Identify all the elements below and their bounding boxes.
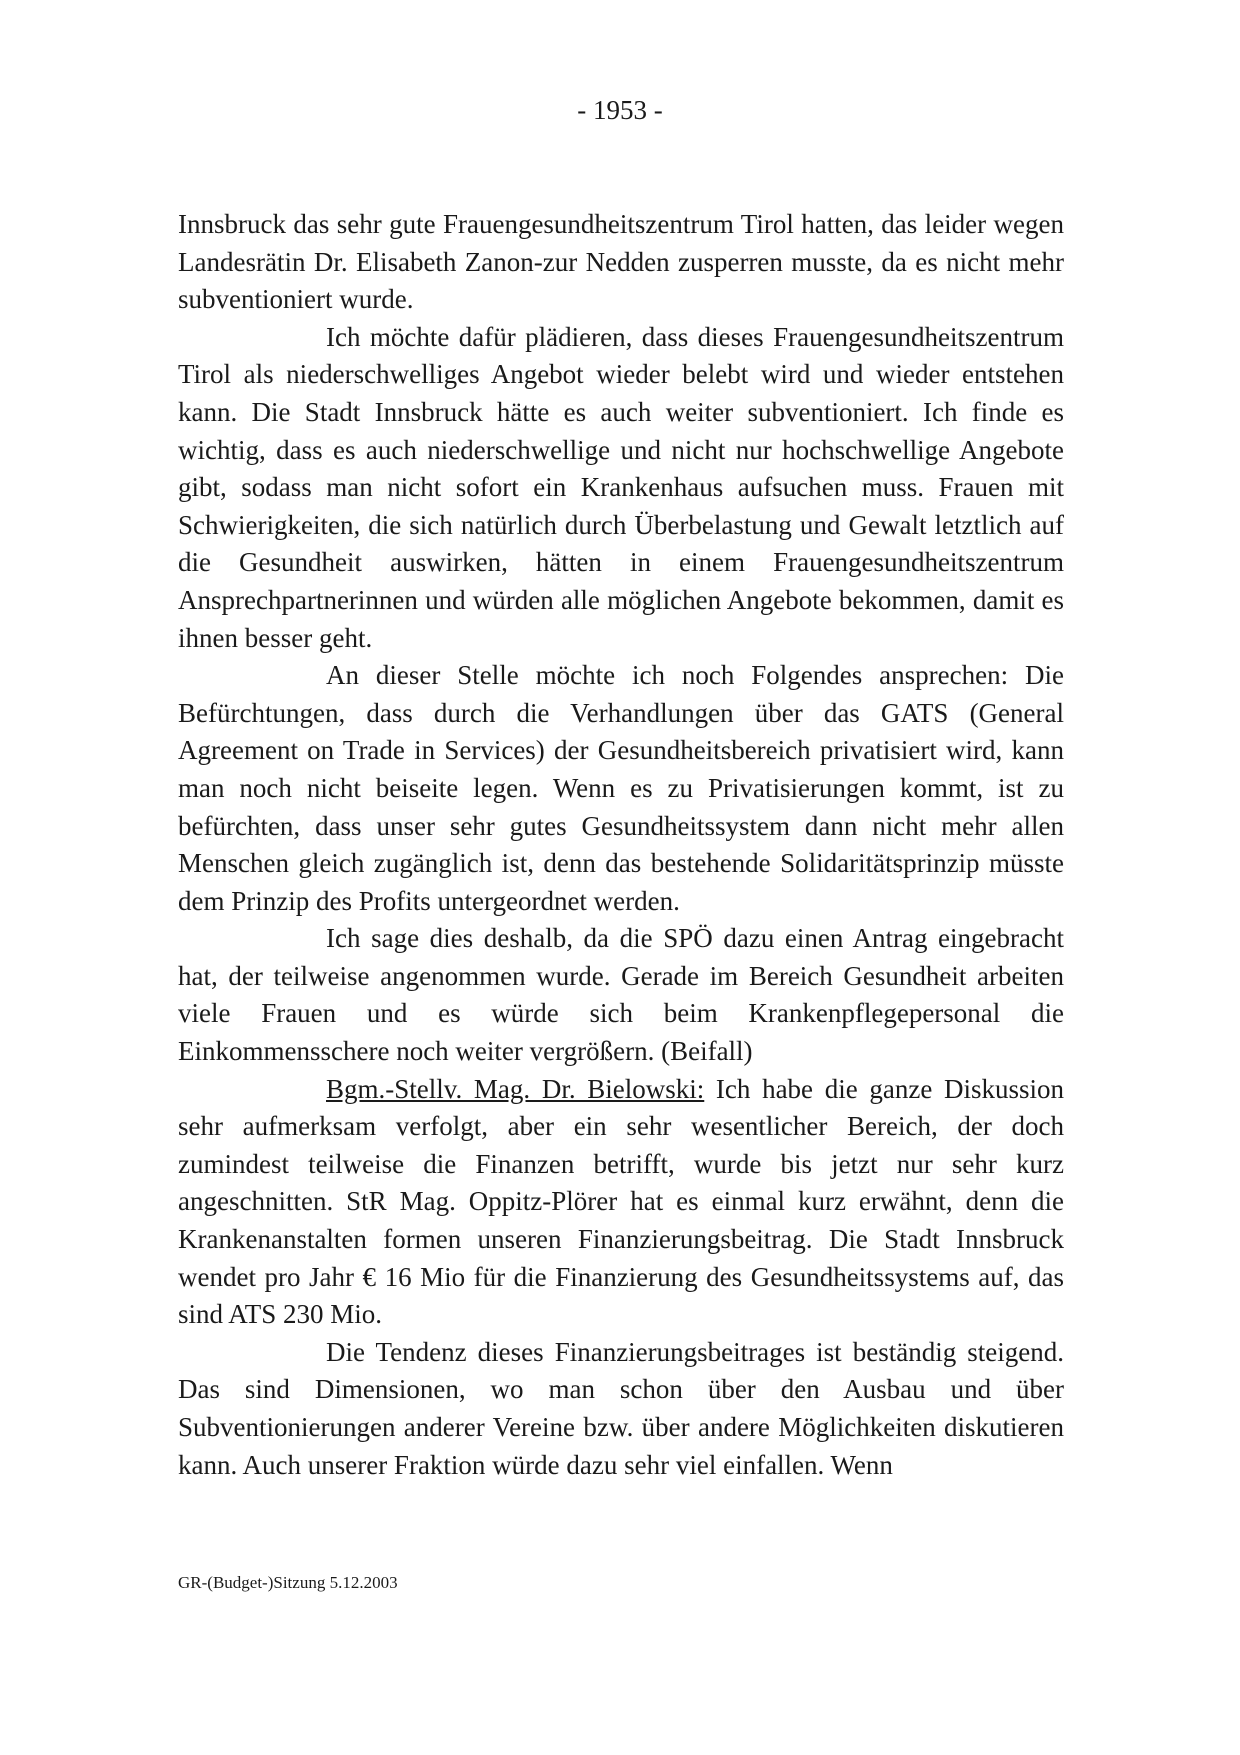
document-body	[178, 206, 1064, 1484]
paragraph: Ich möchte dafür plädieren, dass dieses Frauengesundheitszentrum Tirol als niederschwelliges Angebot wieder belebt wird und wieder entstehen kann. Die Stadt Innsbruck hätte es auch weiter subventioniert. Ich finde es wichtig, dass es auch niederschwellige und nicht nur hochschwellige Angebote gibt, sodass man nicht sofort ein Krankenhaus aufsuchen muss. Frauen mit Schwierigkeiten, die sich natürlich durch Überbelastung und Gewalt letztlich auf die Gesundheit auswirken, hätten in einem Frauengesundheitszentrum Ansprechpartnerinnen und würden alle möglichen Angebote bekommen, damit es ihnen besser geht.	[178, 321, 1064, 653]
paragraph: Die Tendenz dieses Finanzierungsbeitrages ist beständig steigend. Das sind Dimensionen, wo man schon über den Ausbau und über Subventionierungen anderer Vereine bzw. über andere Möglichkeiten diskutieren kann. Auch unserer Fraktion würde dazu sehr viel einfallen. Wenn	[178, 1336, 1064, 1480]
speaker-statement: Ich habe die ganze Diskussion sehr aufmerksam verfolgt, aber ein sehr wesentlicher Bereich, der doch zumindest teilweise die Finanzen betrifft, wurde bis jetzt nur sehr kurz angeschnitten. StR Mag. Oppitz-Plörer hat es einmal kurz erwähnt, denn die Krankenanstalten formen unseren Finanzierungsbeitrag. Die Stadt Innsbruck wendet pro Jahr € 16 Mio für die Finanzierung des Gesundheitssystems auf, das sind ATS 230 Mio.	[178, 1073, 1065, 1330]
speaker-paragraph	[178, 1071, 1064, 1334]
paragraph: An dieser Stelle möchte ich noch Folgendes ansprechen: Die Befürchtungen, dass durch die Verhandlungen über das GATS (General Agreement on Trade in Services) der Gesundheitsbereich privatisiert wird, kann man noch nicht beiseite legen. Wenn es zu Privatisierungen kommt, ist zu befürchten, dass unser sehr gutes Gesundheitssystem dann nicht mehr allen Menschen gleich zugänglich ist, denn das bestehende Solidaritätsprinzip müsste dem Prinzip des Profits untergeordnet werden.	[178, 660, 1064, 916]
paragraph: Ich sage dies deshalb, da die SPÖ dazu einen Antrag eingebracht hat, der teilweise angenommen wurde. Gerade im Bereich Gesundheit arbeiten viele Frauen und es würde sich beim Krankenpflegepersonal die Einkommensschere noch weiter vergrößern. (Beifall)	[178, 923, 1064, 1067]
speaker-name: Bgm.-Stellv. Mag. Dr. Bielowski:	[326, 1073, 705, 1104]
paragraph-continued: Innsbruck das sehr gute Frauengesundheitszentrum Tirol hatten, das leider wegen Landesrätin Dr. Elisabeth Zanon-zur Nedden zusperren musste, da es nicht mehr subventioniert wurde.	[178, 209, 1064, 315]
footer-session-label: GR-(Budget-)Sitzung 5.12.2003	[178, 1573, 398, 1592]
page-number: - 1953 -	[577, 95, 663, 125]
